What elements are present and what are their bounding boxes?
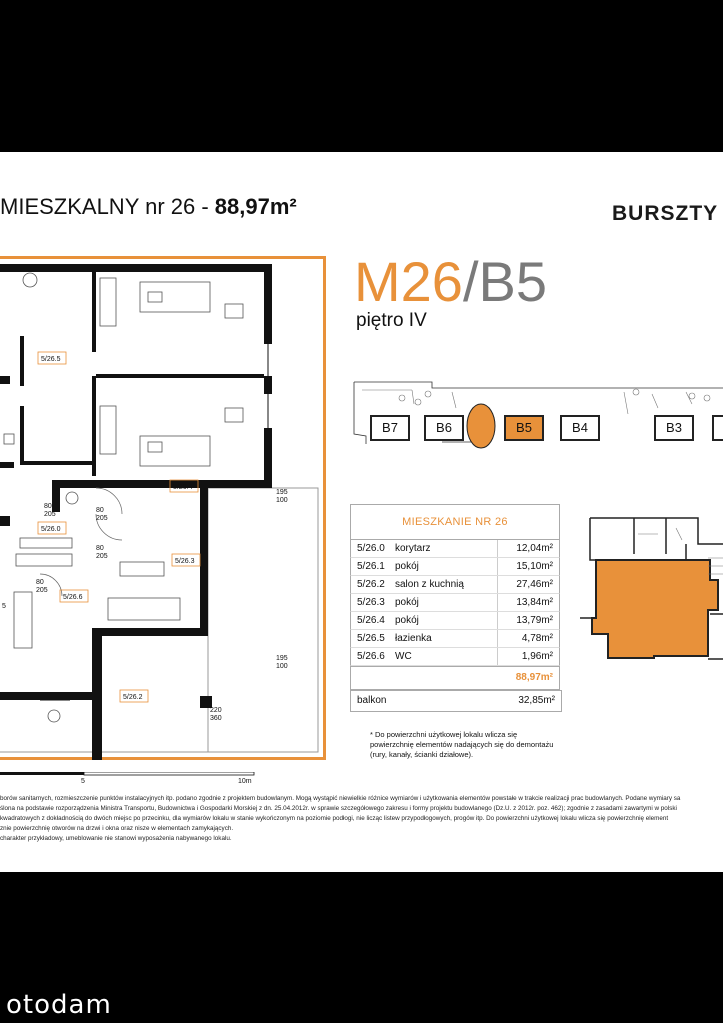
dim-w3b: 360 <box>210 715 222 722</box>
table-row <box>350 648 560 666</box>
label-r265: 5/26.5 <box>41 356 61 363</box>
row-area: 13,79m² <box>516 615 553 626</box>
site-plan <box>352 374 723 464</box>
page-title <box>0 194 297 220</box>
walls <box>0 264 272 760</box>
dim-d4a: 80 <box>36 579 44 586</box>
table-row <box>350 540 560 558</box>
rooms-total: 88,97m² <box>350 666 560 690</box>
table-row <box>350 576 560 594</box>
note-line: * Do powierzchni użytkowej lokalu wlicza się <box>370 730 518 739</box>
row-name: salon z kuchnią <box>395 579 464 590</box>
dim-d3a: 80 <box>96 545 104 552</box>
balcony-row <box>350 690 562 712</box>
building-partial <box>712 415 723 441</box>
footer-line: kwadratowych z dokładnością do dwóch miejsc po przecinku, dla wymiarów lokalu w stanie wykończonym na poziomie podłogi, nie licząc listew przypodłogowych, progów itp. Do powierzchni użytkowej lokalu wlicza się powierzchnię element <box>0 815 669 822</box>
highlighted-unit <box>592 560 718 658</box>
dim-w1a: 195 <box>276 489 288 496</box>
label-r262: 5/26.2 <box>123 694 143 701</box>
table-row <box>350 558 560 576</box>
unit-code-slash: / <box>462 250 479 313</box>
table-row <box>350 594 560 612</box>
dim-d3b: 205 <box>96 553 108 560</box>
roundabout-feature <box>467 404 495 448</box>
balcony-label: balkon <box>357 695 387 706</box>
row-name: pokój <box>395 615 419 626</box>
building-b6: B6 <box>424 415 464 441</box>
footer-line: borów sanitarnych, rozmieszczenie punktów instalacyjnych itp. podano zgodnie z projektem budowlanym. Mogą wystąpić niewielkie różnice wymiarów i użytkowania elementów powstałe w trakcie realizacji prac budowlanych. Podane wymiary sa <box>0 795 681 802</box>
row-id: 5/26.5 <box>357 633 385 644</box>
row-name: pokój <box>395 597 419 608</box>
otodam-watermark: otodam <box>6 990 112 1020</box>
row-area: 27,46m² <box>516 579 553 590</box>
row-name: łazienka <box>395 633 432 644</box>
windows <box>40 344 268 700</box>
scale-mid-label: 5 <box>81 778 85 784</box>
row-area: 15,10m² <box>516 561 553 572</box>
dim-d4b: 205 <box>36 587 48 594</box>
dim-w2a: 195 <box>276 655 288 662</box>
dim-side: 5 <box>2 603 6 610</box>
table-row <box>350 612 560 630</box>
row-name: WC <box>395 651 412 662</box>
unit-code-building: B5 <box>478 250 547 313</box>
dim-d2b: 205 <box>96 515 108 522</box>
legal-footer <box>0 794 723 844</box>
footer-line: charakter przykładowy, umeblowanie nie stanowi wyposażenia nabywanego lokalu. <box>0 835 232 842</box>
label-r263: 5/26.3 <box>175 558 195 565</box>
footer-line: ślona na podstawie rozporządzenia Ministra Transportu, Budownictwa i Gospodarki Morskiej z dn. 25.04.2012r. w sprawie szczegółowego zakresu i formy projektu budowlanego (Dz.U. z 2012r. poz. 462); zgodnie z zasadami zawartymi w polski <box>0 805 677 812</box>
label-r260: 5/26.0 <box>41 526 61 533</box>
title-prefix: MIESZKALNY nr 26 - <box>0 194 215 219</box>
note-line: powierzchnię elementów nadających się do demontażu <box>370 740 554 749</box>
apartment-floor-plan <box>0 256 326 760</box>
building-b3: B3 <box>654 415 694 441</box>
dim-d2a: 80 <box>96 507 104 514</box>
row-name: pokój <box>395 561 419 572</box>
row-id: 5/26.4 <box>357 615 385 626</box>
row-area: 12,04m² <box>516 543 553 554</box>
floor-label: piętro IV <box>356 310 427 331</box>
dim-w3a: 220 <box>210 707 222 714</box>
row-area: 1,96m² <box>521 651 553 662</box>
room-labels <box>38 352 200 702</box>
row-name: korytarz <box>395 543 431 554</box>
unit-code-main: M26 <box>354 250 463 313</box>
title-area: 88,97m² <box>214 194 297 219</box>
scale-end-label: 10m <box>238 778 252 784</box>
row-id: 5/26.3 <box>357 597 385 608</box>
dim-d1a: 80 <box>44 503 52 510</box>
row-id: 5/26.0 <box>357 543 385 554</box>
label-r264: 5/26.4 <box>173 484 193 491</box>
footer-line: znie powierzchnię otworów na drzwi i okna oraz nisze w elementach zamykających. <box>0 825 234 832</box>
balcony-area <box>208 488 318 752</box>
floor-plan-sheet <box>0 152 723 872</box>
dim-w2b: 100 <box>276 663 288 670</box>
row-id: 5/26.2 <box>357 579 385 590</box>
scale-segment-1 <box>0 772 84 775</box>
rooms-table-heading: MIESZKANIE NR 26 <box>350 504 560 540</box>
label-r266: 5/26.6 <box>63 594 83 601</box>
building-b7: B7 <box>370 415 410 441</box>
building-b4: B4 <box>560 415 600 441</box>
dim-w1b: 100 <box>276 497 288 504</box>
row-area: 13,84m² <box>516 597 553 608</box>
scale-bar <box>0 772 256 784</box>
note-line: (rury, kanały, ścianki działowe). <box>370 750 474 759</box>
row-area: 4,78m² <box>521 633 553 644</box>
dim-d1b: 205 <box>44 511 56 518</box>
unit-code <box>354 252 547 312</box>
building-b5: B5 <box>504 415 544 441</box>
table-row <box>350 630 560 648</box>
row-id: 5/26.6 <box>357 651 385 662</box>
row-id: 5/26.1 <box>357 561 385 572</box>
rooms-table <box>350 504 560 690</box>
key-plan <box>578 514 723 664</box>
brand-logo: BURSZTY <box>612 202 719 225</box>
scale-segment-2 <box>84 772 254 775</box>
area-footnote <box>370 730 560 760</box>
balcony-area-value: 32,85m² <box>518 695 555 706</box>
